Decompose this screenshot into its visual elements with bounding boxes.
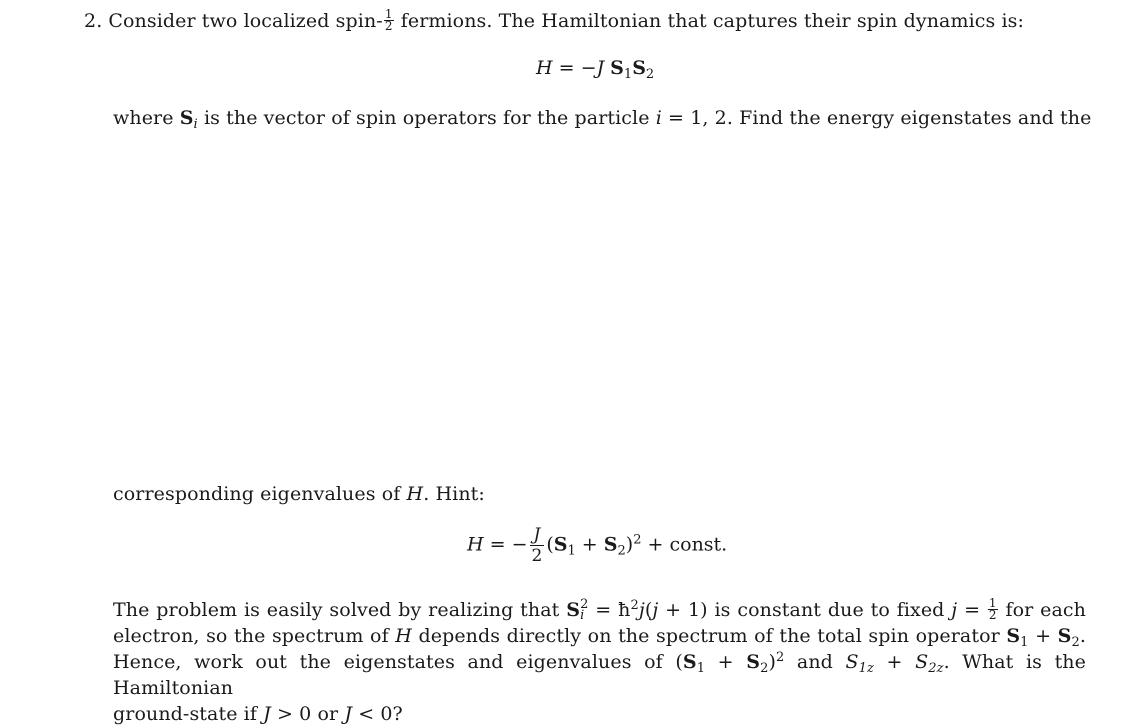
final-line-3: Hence, work out the eigenstates and eigenvalues of $(S_1 + S_2)^2$ and $S_{1z} + S_{2z}$. What is the Hamiltonian (113, 650, 1086, 699)
intro-text-2: fermions. The Hamiltonian that captures their spin dynamics is: (394, 10, 1025, 32)
hamiltonian-equation: H = −J $S_1S_2$ (536, 57, 655, 82)
final-line-2: electron, so the spectrum of H depends directly on the spectrum of the total spin operator $S_1 + S_2$. (113, 625, 1086, 650)
final-line-4: ground-state if J > 0 or J < 0? (113, 703, 403, 725)
problem-intro-line (84, 8, 1024, 34)
spin-fraction: $\frac{1}{2}$ (384, 6, 393, 33)
final-paragraph (113, 597, 1086, 727)
where-line: where $S_i$ is the vector of spin operators for the particle i = 1, 2. Find the energy eigenstates and the (113, 107, 1092, 132)
corresponding-line: corresponding eigenvalues of H. Hint: (113, 483, 485, 505)
hint-equation: H = − $\frac{J}{2}$ $(S_1 + S_2)^2$ + const. (467, 525, 728, 566)
intro-text-1: Consider two localized spin- (108, 10, 383, 32)
problem-number: 2. (84, 10, 103, 32)
final-line-1: The problem is easily solved by realizing that S 2 i = $ħ^2j(j + 1)$ is constant due to fixed j = $\frac{1}{2}$ for each (113, 595, 1087, 623)
j-over-2-fraction: $\frac{J}{2}$ (531, 525, 543, 566)
